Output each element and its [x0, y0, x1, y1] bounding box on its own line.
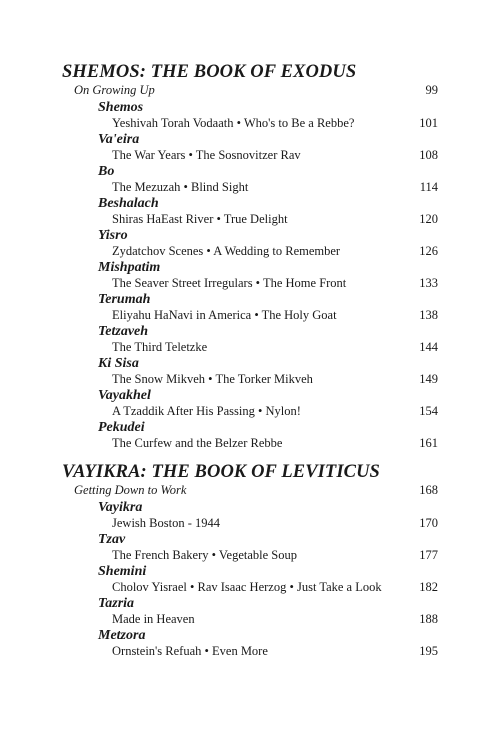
toc-entry	[62, 276, 438, 292]
toc-entry	[62, 148, 438, 164]
page-number: 182	[419, 580, 438, 594]
parsha-name: Shemini	[98, 564, 147, 579]
page-number: 177	[419, 548, 438, 562]
page-number: 120	[419, 212, 438, 226]
entry-stories: Shiras HaEast River • True Delight	[112, 212, 288, 226]
parsha-name: Beshalach	[98, 196, 159, 211]
intro-label: Getting Down to Work	[74, 483, 187, 497]
parsha-name: Tetzaveh	[98, 324, 149, 339]
toc-entry	[62, 644, 438, 660]
page-number: 195	[419, 644, 438, 658]
parsha-name: Shemos	[98, 100, 144, 115]
book-title: SHEMOS: THE BOOK OF EXODUS	[62, 62, 357, 82]
parsha-heading	[62, 628, 438, 644]
page-number: 168	[419, 483, 438, 497]
toc-entry	[62, 244, 438, 260]
entry-stories: The Third Teletzke	[112, 340, 208, 354]
page-number: 161	[419, 436, 438, 450]
parsha-heading	[62, 532, 438, 548]
parsha-name: Bo	[98, 164, 115, 179]
page-number: 149	[419, 372, 438, 386]
parsha-heading	[62, 292, 438, 308]
toc-entry	[62, 612, 438, 628]
parsha-heading	[62, 100, 438, 116]
entry-stories: The French Bakery • Vegetable Soup	[112, 548, 297, 562]
parsha-name: Vayakhel	[98, 388, 151, 403]
book-section-shemos	[62, 62, 438, 452]
book-section-vayikra	[62, 462, 438, 660]
parsha-name: Mishpatim	[98, 260, 161, 275]
toc-entry	[62, 372, 438, 388]
toc-entry	[62, 516, 438, 532]
book-intro-row	[62, 482, 438, 500]
parsha-heading	[62, 420, 438, 436]
toc-entry	[62, 436, 438, 452]
parsha-heading	[62, 228, 438, 244]
entry-stories: The Seaver Street Irregulars • The Home Front	[112, 276, 347, 290]
toc-entry	[62, 340, 438, 356]
parsha-heading	[62, 260, 438, 276]
parsha-name: Pekudei	[98, 420, 145, 435]
entry-stories: The Curfew and the Belzer Rebbe	[112, 436, 283, 450]
parsha-name: Terumah	[98, 292, 151, 307]
parsha-heading	[62, 500, 438, 516]
page-number: 99	[425, 83, 438, 97]
parsha-name: Yisro	[98, 228, 128, 243]
parsha-name: Ki Sisa	[98, 356, 139, 371]
entry-stories: A Tzaddik After His Passing • Nylon!	[112, 404, 301, 418]
entry-stories: Zydatchov Scenes • A Wedding to Remember	[112, 244, 341, 258]
book-intro-row	[62, 82, 438, 100]
entry-stories: Jewish Boston - 1944	[112, 516, 220, 530]
page-number: 154	[419, 404, 438, 418]
toc-entry	[62, 580, 438, 596]
page-number: 138	[419, 308, 438, 322]
parsha-name: Metzora	[98, 628, 146, 643]
toc-entry	[62, 308, 438, 324]
entry-stories: The War Years • The Sosnovitzer Rav	[112, 148, 301, 162]
entry-stories: Cholov Yisrael • Rav Isaac Herzog • Just Take a Look	[112, 580, 382, 594]
toc-entry	[62, 404, 438, 420]
entry-stories: The Snow Mikveh • The Torker Mikveh	[112, 372, 313, 386]
page-number: 101	[419, 116, 438, 130]
page-number: 188	[419, 612, 438, 626]
page-number: 126	[419, 244, 438, 258]
entry-stories: Yeshivah Torah Vodaath • Who's to Be a Rebbe?	[112, 116, 355, 130]
entry-stories: Made in Heaven	[112, 612, 195, 626]
page-number: 133	[419, 276, 438, 290]
page-number: 170	[419, 516, 438, 530]
parsha-name: Tzav	[98, 532, 126, 547]
toc-entry	[62, 548, 438, 564]
parsha-heading	[62, 196, 438, 212]
entry-stories: Eliyahu HaNavi in America • The Holy Goat	[112, 308, 337, 322]
toc-entry	[62, 180, 438, 196]
toc-entry	[62, 212, 438, 228]
parsha-name: Vayikra	[98, 500, 143, 515]
parsha-heading	[62, 564, 438, 580]
page-number: 114	[419, 180, 438, 194]
entry-stories: The Mezuzah • Blind Sight	[112, 180, 249, 194]
toc-entry	[62, 116, 438, 132]
parsha-heading	[62, 388, 438, 404]
page-number: 144	[419, 340, 438, 354]
page-number: 108	[419, 148, 438, 162]
book-title: VAYIKRA: THE BOOK OF LEVITICUS	[62, 462, 380, 482]
parsha-heading	[62, 132, 438, 148]
parsha-name: Va'eira	[98, 132, 140, 147]
parsha-heading	[62, 164, 438, 180]
entry-stories: Ornstein's Refuah • Even More	[112, 644, 268, 658]
parsha-name: Tazria	[98, 596, 135, 611]
intro-label: On Growing Up	[74, 83, 155, 97]
parsha-heading	[62, 324, 438, 340]
parsha-heading	[62, 356, 438, 372]
parsha-heading	[62, 596, 438, 612]
